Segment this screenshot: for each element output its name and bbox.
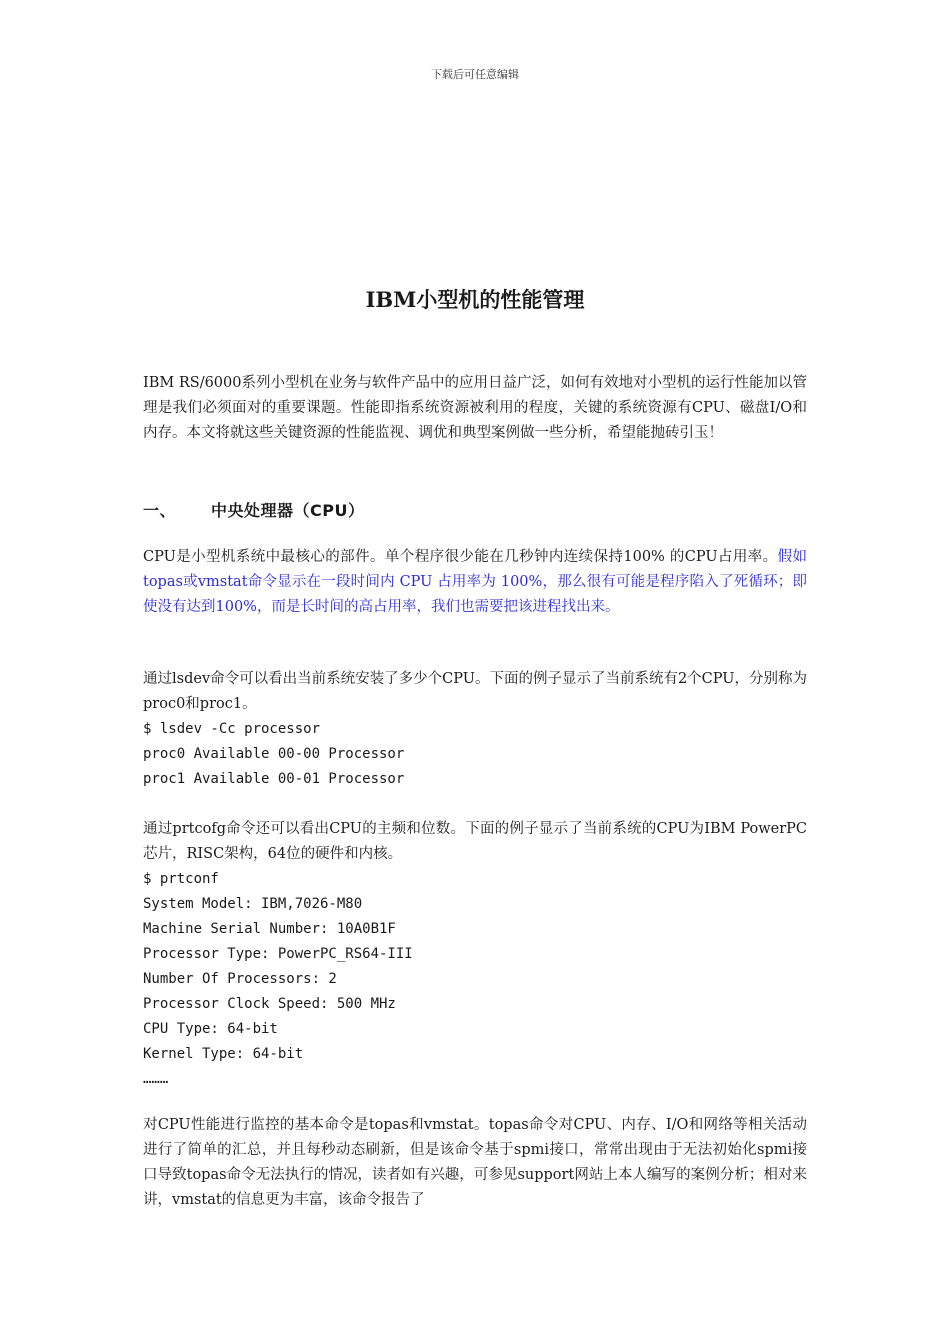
cpu-paragraph-text: CPU是小型机系统中最核心的部件。单个程序很少能在几秒钟内连续保持100% 的CPU占用率。	[143, 549, 778, 565]
intro-block	[143, 371, 807, 446]
lsdev-paragraph: 通过lsdev命令可以看出当前系统安装了多少个CPU。下面的例子显示了当前系统有2个CPU，分别称为proc0和proc1。	[143, 671, 807, 712]
code-line: proc0 Available 00-00 Processor	[143, 746, 405, 762]
monitor-block	[143, 1113, 807, 1213]
code-line: proc1 Available 00-01 Processor	[143, 771, 405, 787]
code-line: CPU Type: 64-bit	[143, 1021, 278, 1037]
cpu-paragraph	[143, 545, 807, 620]
code-line: ………	[143, 1071, 169, 1087]
cpu-paragraph-highlight: 假如topas或vmstat命令显示在一段时间内 CPU 占用率为 100%，那么很有可能是程序陷入了死循环；即使没有达到100%，而是长时间的高占用率，我们也需要把该进程找出来。	[143, 549, 807, 615]
document-title: IBM小型机的性能管理	[365, 287, 585, 312]
code-line: Number Of Processors: 2	[143, 971, 337, 987]
monitor-paragraph: 对CPU性能进行监控的基本命令是topas和vmstat。topas命令对CPU、内存、I/O和网络等相关活动进行了简单的汇总，并且每秒动态刷新，但是该命令基于spmi接口，常常出现由于无法初始化spmi接口导致topas命令无法执行的情况，读者如有兴趣，可参见support网站上本人编写的案例分析；相对来讲，vmstat的信息更为丰富，该命令报告了	[143, 1117, 807, 1208]
page-header: 下载后可任意编辑	[431, 68, 519, 81]
section-number: 一、	[143, 501, 177, 520]
code-line: $ prtconf	[143, 871, 219, 887]
code-line: System Model: IBM,7026-M80	[143, 896, 363, 912]
code-line: $ lsdev -Cc processor	[143, 721, 321, 737]
prtconf-paragraph: 通过prtcofg命令还可以看出CPU的主频和位数。下面的例子显示了当前系统的CPU为IBM PowerPC芯片，RISC架构，64位的硬件和内核。	[143, 821, 807, 862]
code-line: Machine Serial Number: 10A0B1F	[143, 921, 396, 937]
code-line: Kernel Type: 64-bit	[143, 1046, 304, 1062]
code-line: Processor Clock Speed: 500 MHz	[143, 996, 396, 1012]
intro-paragraph: IBM RS/6000系列小型机在业务与软件产品中的应用日益广泛，如何有效地对小型机的运行性能加以管理是我们必须面对的重要课题。性能即指系统资源被利用的程度，关键的系统资源有CPU、磁盘I/O和内存。本文将就这些关键资源的性能监视、调优和典型案例做一些分析，希望能抛砖引玉！	[143, 375, 807, 441]
section-title: 中央处理器（CPU）	[211, 501, 365, 520]
lsdev-block	[143, 667, 807, 792]
prtconf-block	[143, 817, 807, 1092]
code-line: Processor Type: PowerPC_RS64-III	[143, 946, 413, 962]
section-heading	[143, 498, 364, 521]
